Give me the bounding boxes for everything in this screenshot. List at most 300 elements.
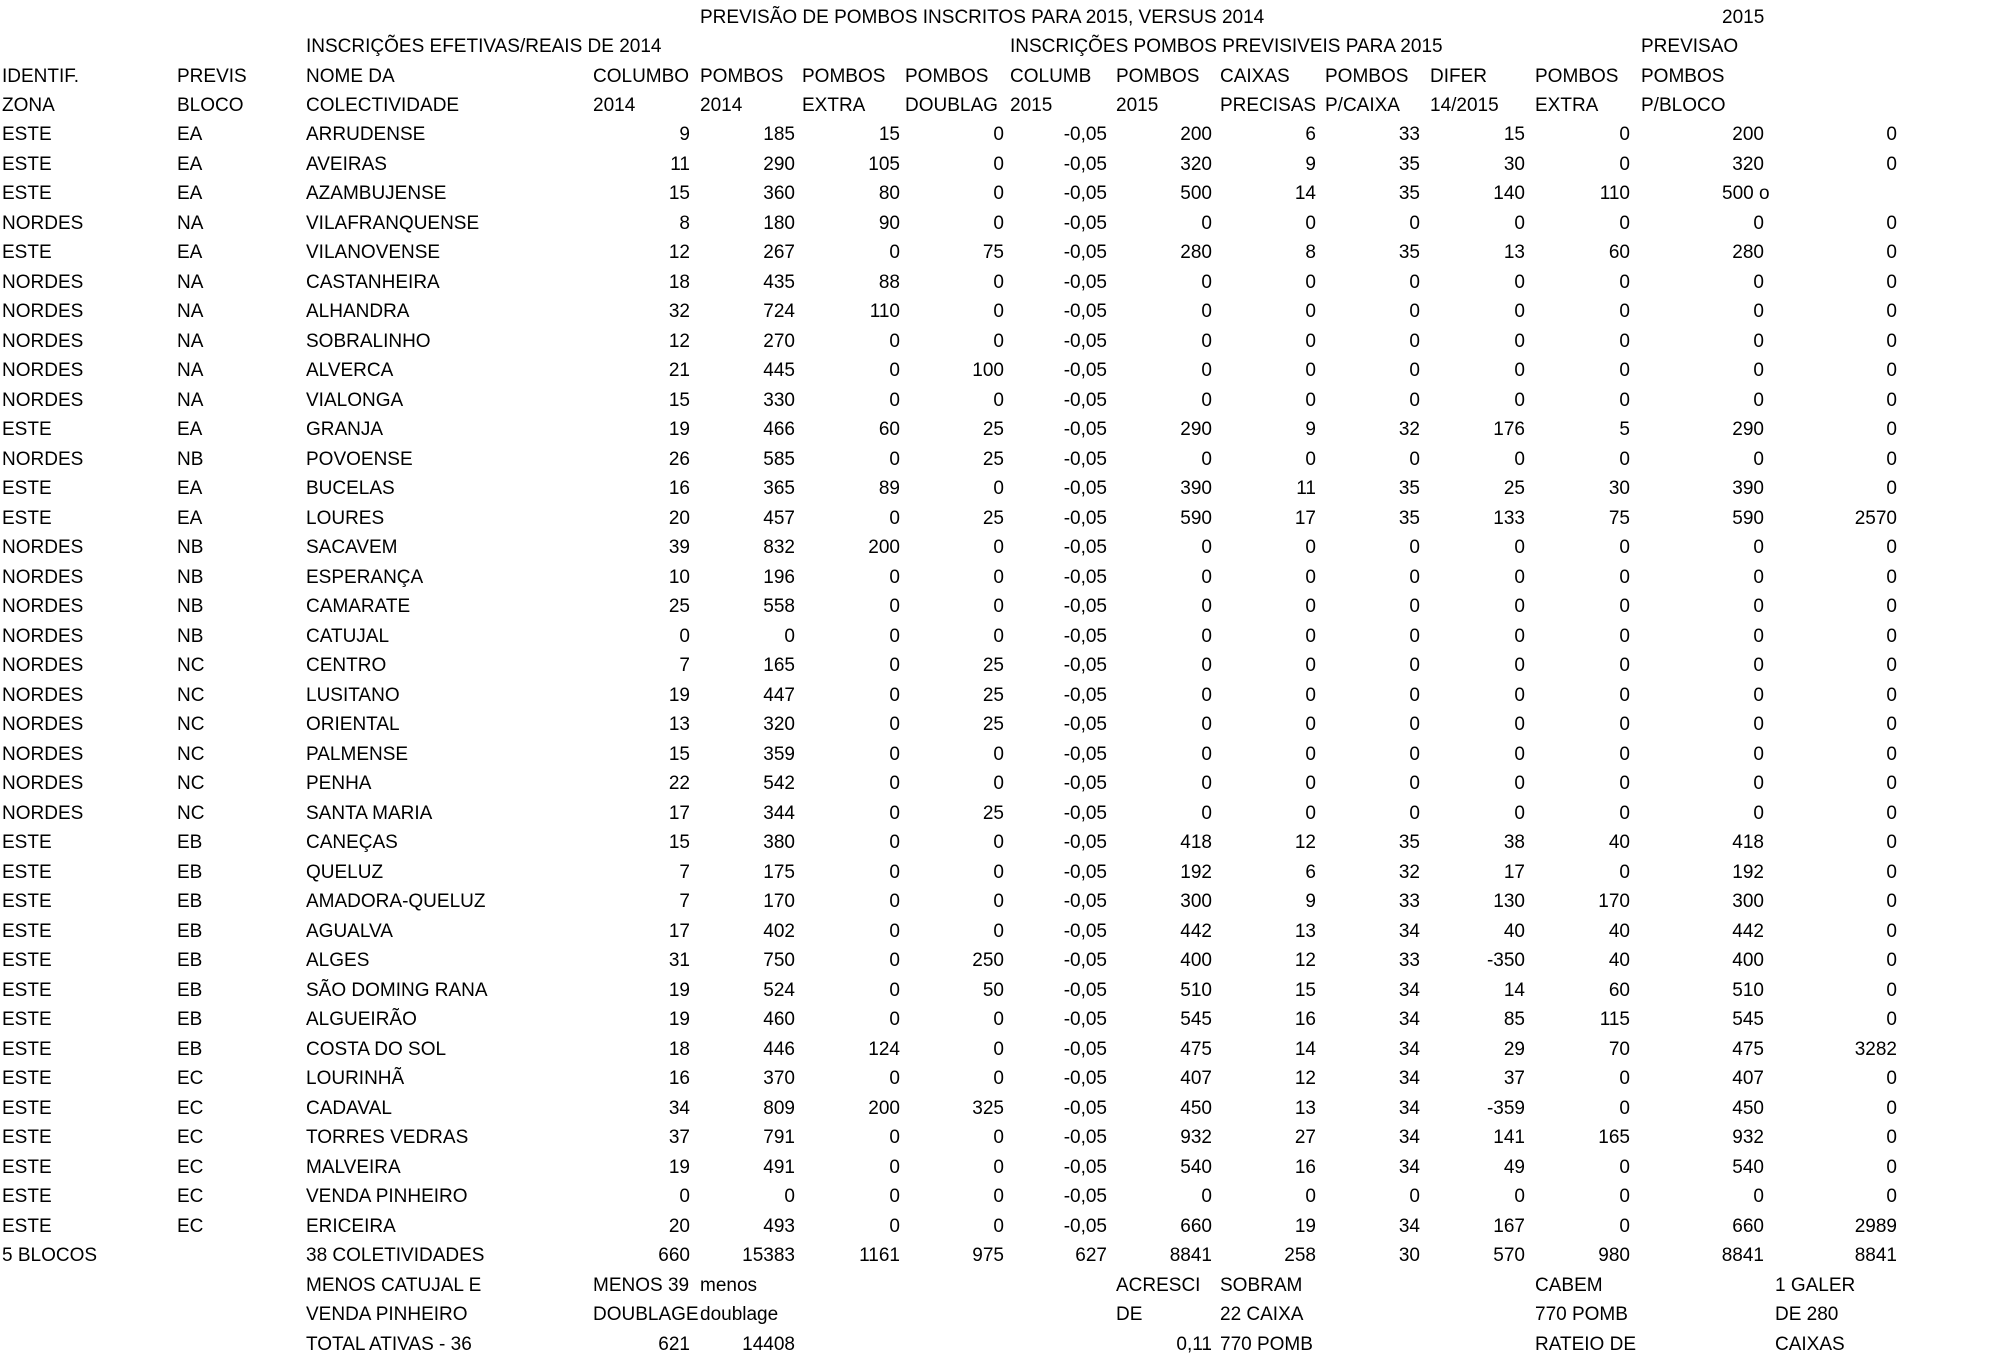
column-header: POMBOS — [1116, 66, 1200, 87]
table-cell: 447 — [763, 685, 795, 706]
table-cell: 0 — [1409, 390, 1420, 411]
table-cell: 0 — [1753, 1186, 1764, 1207]
table-cell: 0 — [1201, 1186, 1212, 1207]
table-cell: -0,05 — [1063, 331, 1107, 352]
column-header: ZONA — [2, 95, 55, 116]
table-cell: 165 — [763, 655, 795, 676]
table-cell: 0 — [1619, 626, 1630, 647]
table-cell: 0 — [1409, 301, 1420, 322]
table-cell: 12 — [1294, 1068, 1316, 1089]
table-cell: 0 — [1753, 744, 1764, 765]
footer-note: DE — [1116, 1304, 1143, 1325]
table-cell: 110 — [1599, 183, 1630, 204]
table-cell: 442 — [1732, 921, 1764, 942]
table-cell: ORIENTAL — [306, 714, 400, 735]
table-cell: NB — [177, 449, 204, 470]
table-cell: EA — [177, 154, 203, 175]
table-cell: 100 — [972, 360, 1004, 381]
table-cell: 0 — [993, 567, 1004, 588]
table-cell: 0 — [1409, 272, 1420, 293]
table-cell: 33 — [1398, 124, 1420, 145]
table-cell: EB — [177, 891, 203, 912]
table-cell: 88 — [878, 272, 900, 293]
table-cell: 450 — [1180, 1098, 1212, 1119]
table-cell: 0 — [993, 1068, 1004, 1089]
table-cell: 0 — [1201, 272, 1212, 293]
table-cell: 0 — [1886, 891, 1897, 912]
table-cell: 89 — [878, 478, 900, 499]
table-cell: 9 — [679, 124, 690, 145]
table-cell: 0 — [889, 390, 900, 411]
table-cell: 0 — [993, 1039, 1004, 1060]
table-cell: ESTE — [2, 862, 52, 883]
table-cell: 16 — [1294, 1157, 1316, 1178]
table-cell: NORDES — [2, 331, 84, 352]
table-cell: 40 — [1608, 950, 1630, 971]
table-cell: 400 — [1732, 950, 1764, 971]
table-cell: ALHANDRA — [306, 301, 410, 322]
table-cell: 35 — [1398, 183, 1420, 204]
table-cell: 466 — [763, 419, 795, 440]
table-cell: -0,05 — [1063, 301, 1107, 322]
table-cell: 49 — [1503, 1157, 1525, 1178]
table-cell: -0,05 — [1063, 714, 1107, 735]
table-cell: 25 — [982, 803, 1004, 824]
table-cell: NB — [177, 596, 204, 617]
totals-cell: 627 — [1075, 1245, 1107, 1266]
table-cell: 0 — [993, 331, 1004, 352]
table-cell: 34 — [1398, 1157, 1420, 1178]
table-cell: CADAVAL — [306, 1098, 392, 1119]
table-cell: 12 — [1294, 832, 1316, 853]
table-cell: -359 — [1486, 1098, 1525, 1119]
table-cell: -350 — [1486, 950, 1525, 971]
table-cell: 0 — [993, 301, 1004, 322]
table-cell: 0 — [1619, 449, 1630, 470]
table-cell: 0 — [1514, 626, 1525, 647]
column-header: EXTRA — [802, 95, 866, 116]
table-cell: 110 — [869, 301, 900, 322]
table-cell: 0 — [1619, 744, 1630, 765]
table-cell: 0 — [1886, 1186, 1897, 1207]
table-cell: 16 — [668, 1068, 690, 1089]
table-cell: 0 — [993, 272, 1004, 293]
table-cell: EB — [177, 950, 203, 971]
totals-cell: 8841 — [1854, 1245, 1897, 1266]
table-cell: SACAVEM — [306, 537, 398, 558]
table-cell: 115 — [1599, 1009, 1630, 1030]
table-cell: ESTE — [2, 1186, 52, 1207]
table-cell: 510 — [1180, 980, 1212, 1001]
table-cell: 809 — [763, 1098, 795, 1119]
table-cell: NB — [177, 567, 204, 588]
table-cell: 0 — [1886, 419, 1897, 440]
table-cell: CAMARATE — [306, 596, 411, 617]
table-cell: 442 — [1180, 921, 1212, 942]
table-cell: 180 — [763, 213, 795, 234]
table-cell: 0 — [889, 1127, 900, 1148]
table-cell: 0 — [1409, 655, 1420, 676]
table-cell: 0 — [889, 242, 900, 263]
table-cell: 6 — [1305, 124, 1316, 145]
table-cell: 25 — [982, 508, 1004, 529]
table-cell: 660 — [1180, 1216, 1212, 1237]
header-previsao: PREVISAO — [1641, 36, 1739, 57]
table-cell: 0 — [1514, 744, 1525, 765]
table-cell: 0 — [1514, 803, 1525, 824]
table-cell: 390 — [1180, 478, 1212, 499]
table-cell: SANTA MARIA — [306, 803, 433, 824]
table-cell: 0 — [889, 862, 900, 883]
table-cell: 0 — [1305, 685, 1316, 706]
column-header: COLUMB — [1010, 66, 1092, 87]
footer-note: 14408 — [742, 1334, 795, 1355]
table-cell: 0 — [1201, 537, 1212, 558]
footer-note: RATEIO DE — [1535, 1334, 1636, 1355]
table-cell: NA — [177, 272, 204, 293]
table-cell: 19 — [668, 1009, 690, 1030]
table-cell: -0,05 — [1063, 1186, 1107, 1207]
table-cell: 270 — [763, 331, 795, 352]
table-cell: 15 — [878, 124, 900, 145]
table-cell: 192 — [1732, 862, 1764, 883]
table-cell: 75 — [1608, 508, 1630, 529]
table-cell: 0 — [1201, 390, 1212, 411]
table-cell: 545 — [1180, 1009, 1212, 1030]
table-cell: VENDA PINHEIRO — [306, 1186, 468, 1207]
table-cell: -0,05 — [1063, 1098, 1107, 1119]
table-cell: 0 — [1753, 213, 1764, 234]
table-cell: 0 — [889, 685, 900, 706]
table-cell: 0 — [1201, 360, 1212, 381]
table-cell: 0 — [889, 626, 900, 647]
table-cell: NORDES — [2, 301, 84, 322]
table-cell: -0,05 — [1063, 1039, 1107, 1060]
sheet-title: PREVISÃO DE POMBOS INSCRITOS PARA 2015, VERSUS 2014 — [700, 7, 1265, 28]
table-cell: 0 — [889, 950, 900, 971]
table-cell: 17 — [668, 803, 690, 824]
table-cell: EC — [177, 1098, 204, 1119]
table-cell: 141 — [1493, 1127, 1525, 1148]
table-cell: 15 — [668, 744, 690, 765]
table-cell: 545 — [1732, 1009, 1764, 1030]
table-cell: 0 — [889, 1009, 900, 1030]
table-cell: EA — [177, 419, 203, 440]
table-cell: 38 — [1503, 832, 1525, 853]
column-header: P/CAIXA — [1325, 95, 1400, 116]
table-cell: 510 — [1732, 980, 1764, 1001]
table-cell: -0,05 — [1063, 419, 1107, 440]
column-header: EXTRA — [1535, 95, 1599, 116]
table-cell: 31 — [668, 950, 690, 971]
table-cell: 12 — [668, 331, 690, 352]
table-cell: 0 — [1305, 331, 1316, 352]
table-cell: EB — [177, 921, 203, 942]
totals-cell: 1161 — [859, 1245, 900, 1266]
table-cell: 0 — [1201, 596, 1212, 617]
table-cell: 0 — [1753, 537, 1764, 558]
table-cell: -0,05 — [1063, 272, 1107, 293]
table-cell: 450 — [1732, 1098, 1764, 1119]
table-cell: 9 — [1305, 891, 1316, 912]
table-cell: NORDES — [2, 213, 84, 234]
table-cell: 0 — [993, 213, 1004, 234]
table-cell: 0 — [1201, 685, 1212, 706]
table-cell: 11 — [670, 154, 690, 175]
table-cell: 0 — [1753, 272, 1764, 293]
table-cell: 6 — [1305, 862, 1316, 883]
table-cell: -0,05 — [1063, 478, 1107, 499]
table-cell: 0 — [1514, 537, 1525, 558]
table-cell: 0 — [1886, 478, 1897, 499]
table-cell: -0,05 — [1063, 1068, 1107, 1089]
footer-note: CABEM — [1535, 1275, 1603, 1296]
table-cell: 418 — [1180, 832, 1212, 853]
table-cell: ESTE — [2, 921, 52, 942]
table-cell: 60 — [1608, 242, 1630, 263]
table-cell: 0 — [1201, 331, 1212, 352]
table-cell: ESTE — [2, 1039, 52, 1060]
table-cell: 0 — [784, 1186, 795, 1207]
table-cell: 475 — [1732, 1039, 1764, 1060]
table-cell: 0 — [1619, 773, 1630, 794]
table-cell: ESTE — [2, 1068, 52, 1089]
table-cell: 39 — [668, 537, 690, 558]
table-cell: ESTE — [2, 1098, 52, 1119]
table-cell: 540 — [1180, 1157, 1212, 1178]
table-cell: 34 — [1398, 1039, 1420, 1060]
table-cell: -0,05 — [1063, 124, 1107, 145]
table-cell: 0 — [993, 596, 1004, 617]
table-cell: ESTE — [2, 1157, 52, 1178]
table-cell: -0,05 — [1063, 862, 1107, 883]
table-cell: 0 — [1201, 567, 1212, 588]
table-cell: 0 — [1886, 537, 1897, 558]
table-cell: 35 — [1398, 154, 1420, 175]
table-cell: 0 — [1305, 537, 1316, 558]
table-cell: CENTRO — [306, 655, 387, 676]
table-cell: EB — [177, 1009, 203, 1030]
table-cell: 0 — [889, 1068, 900, 1089]
table-cell: 14 — [1294, 1039, 1316, 1060]
table-cell: 130 — [1493, 891, 1525, 912]
table-cell: 0 — [1619, 272, 1630, 293]
footer-note: ACRESCI — [1116, 1275, 1201, 1296]
table-cell: 0 — [1753, 655, 1764, 676]
table-cell: NORDES — [2, 744, 84, 765]
table-cell: 0 — [1886, 124, 1897, 145]
table-cell: 0 — [1409, 803, 1420, 824]
table-cell: 0 — [1305, 655, 1316, 676]
table-cell: 0 — [1886, 1098, 1897, 1119]
footer-note: CAIXAS — [1775, 1334, 1845, 1355]
table-cell: 0 — [889, 360, 900, 381]
table-cell: ARRUDENSE — [306, 124, 426, 145]
table-cell: 0 — [1886, 242, 1897, 263]
column-header: POMBOS — [1535, 66, 1619, 87]
table-cell: 590 — [1180, 508, 1212, 529]
table-cell: ESTE — [2, 1216, 52, 1237]
table-cell: 0 — [1305, 803, 1316, 824]
table-cell: 0 — [1886, 213, 1897, 234]
table-cell: 0 — [1409, 596, 1420, 617]
table-cell: 0 — [1305, 596, 1316, 617]
table-cell: 380 — [763, 832, 795, 853]
table-cell: 493 — [763, 1216, 795, 1237]
table-cell: 37 — [1503, 1068, 1525, 1089]
table-cell: 0 — [784, 626, 795, 647]
table-cell: 0 — [889, 744, 900, 765]
table-cell: 0 — [1201, 301, 1212, 322]
table-cell: EC — [177, 1127, 204, 1148]
table-cell: 0 — [1201, 714, 1212, 735]
table-cell: NORDES — [2, 390, 84, 411]
table-cell: 18 — [668, 1039, 690, 1060]
table-cell: EA — [177, 508, 203, 529]
table-cell: 0 — [889, 1157, 900, 1178]
table-cell: 34 — [1398, 1098, 1420, 1119]
table-cell: 0 — [1305, 567, 1316, 588]
table-cell: 2570 — [1854, 508, 1897, 529]
table-cell: 0 — [1514, 685, 1525, 706]
table-cell: 175 — [763, 862, 795, 883]
table-cell: 457 — [763, 508, 795, 529]
table-cell: 0 — [889, 655, 900, 676]
table-cell: 16 — [1294, 1009, 1316, 1030]
table-cell: 18 — [668, 272, 690, 293]
table-cell: 0 — [1619, 1098, 1630, 1119]
table-cell: NA — [177, 390, 204, 411]
table-cell: -0,05 — [1063, 183, 1107, 204]
table-cell: 0 — [1753, 685, 1764, 706]
table-cell: 75 — [982, 242, 1004, 263]
totals-cell: 980 — [1598, 1245, 1630, 1266]
table-cell: 0 — [1305, 626, 1316, 647]
table-cell: LOURINHÃ — [306, 1068, 405, 1089]
table-cell: 0 — [993, 1157, 1004, 1178]
table-cell: AMADORA-QUELUZ — [306, 891, 486, 912]
table-cell: 500 — [1180, 183, 1212, 204]
table-cell: -0,05 — [1063, 154, 1107, 175]
table-cell: 185 — [763, 124, 795, 145]
table-cell: -0,05 — [1063, 773, 1107, 794]
table-cell: 0 — [993, 744, 1004, 765]
table-cell: 5 — [1619, 419, 1630, 440]
column-header: 2014 — [700, 95, 743, 116]
table-cell: ESTE — [2, 124, 52, 145]
table-cell: 0 — [889, 921, 900, 942]
table-cell: 0 — [1305, 744, 1316, 765]
table-cell: 7 — [679, 891, 690, 912]
table-cell: NORDES — [2, 272, 84, 293]
table-cell: 13 — [1503, 242, 1525, 263]
column-header: PREVIS — [177, 66, 247, 87]
table-cell: 0 — [993, 832, 1004, 853]
table-cell: NORDES — [2, 655, 84, 676]
table-cell: 0 — [889, 508, 900, 529]
table-cell: 0 — [889, 714, 900, 735]
table-cell: -0,05 — [1063, 242, 1107, 263]
table-cell: 0 — [1753, 449, 1764, 470]
footer-note: VENDA PINHEIRO — [306, 1304, 468, 1325]
table-cell: 0 — [1619, 537, 1630, 558]
table-cell: 0 — [1619, 596, 1630, 617]
totals-cell: 30 — [1398, 1245, 1420, 1266]
table-cell: 0 — [1409, 213, 1420, 234]
table-cell — [1767, 182, 1897, 206]
table-cell: 33 — [1398, 891, 1420, 912]
table-cell: AZAMBUJENSE — [306, 183, 447, 204]
table-cell: 19 — [668, 419, 690, 440]
table-cell: 200 — [1732, 124, 1764, 145]
table-cell: 0 — [993, 626, 1004, 647]
table-cell: 34 — [1398, 921, 1420, 942]
table-cell: -0,05 — [1063, 626, 1107, 647]
table-cell: 0 — [1619, 1186, 1630, 1207]
table-cell: 0 — [1514, 331, 1525, 352]
table-cell: EB — [177, 832, 203, 853]
column-header: POMBOS — [905, 66, 989, 87]
totals-cell: 15383 — [742, 1245, 795, 1266]
table-cell: 2989 — [1854, 1216, 1897, 1237]
footer-note: doublage — [700, 1304, 779, 1325]
table-cell: 35 — [1398, 242, 1420, 263]
table-cell: 25 — [1503, 478, 1525, 499]
table-cell: 0 — [1409, 1186, 1420, 1207]
table-cell: VILAFRANQUENSE — [306, 213, 480, 234]
table-cell: 34 — [1398, 980, 1420, 1001]
table-cell: 192 — [1180, 862, 1212, 883]
table-cell: -0,05 — [1063, 567, 1107, 588]
footer-note: TOTAL ATIVAS - 36 — [306, 1334, 472, 1355]
table-cell: NORDES — [2, 714, 84, 735]
table-cell: 7 — [679, 862, 690, 883]
table-cell: 0 — [1409, 360, 1420, 381]
table-cell: 19 — [1294, 1216, 1316, 1237]
table-cell: 25 — [982, 419, 1004, 440]
table-cell: 35 — [1398, 508, 1420, 529]
table-cell: 0 — [1409, 773, 1420, 794]
table-cell: 0 — [993, 921, 1004, 942]
table-cell: 200 — [1180, 124, 1212, 145]
table-cell: 0 — [1201, 803, 1212, 824]
table-cell: 0 — [1514, 773, 1525, 794]
column-header: DOUBLAG — [905, 95, 998, 116]
table-cell: 32 — [1398, 862, 1420, 883]
table-cell: 0 — [993, 891, 1004, 912]
table-cell: LUSITANO — [306, 685, 400, 706]
table-cell: 446 — [763, 1039, 795, 1060]
table-cell: 0 — [679, 1186, 690, 1207]
table-cell: NC — [177, 685, 205, 706]
table-cell: 0 — [889, 596, 900, 617]
table-cell: 0 — [993, 1186, 1004, 1207]
table-cell: 34 — [1398, 1127, 1420, 1148]
table-cell: 0 — [1514, 213, 1525, 234]
table-cell: NB — [177, 626, 204, 647]
table-cell: 0 — [1514, 567, 1525, 588]
table-cell: 0 — [889, 567, 900, 588]
table-cell: 14 — [1294, 183, 1316, 204]
section-2015-title: INSCRIÇÕES POMBOS PREVISIVEIS PARA 2015 — [1010, 36, 1443, 57]
table-cell: 0 — [1619, 862, 1630, 883]
table-cell: 0 — [1886, 921, 1897, 942]
table-cell: EC — [177, 1216, 204, 1237]
table-cell: 300 — [1180, 891, 1212, 912]
table-cell: 0 — [993, 1127, 1004, 1148]
table-cell: 320 — [1180, 154, 1212, 175]
table-cell: 0 — [1305, 773, 1316, 794]
